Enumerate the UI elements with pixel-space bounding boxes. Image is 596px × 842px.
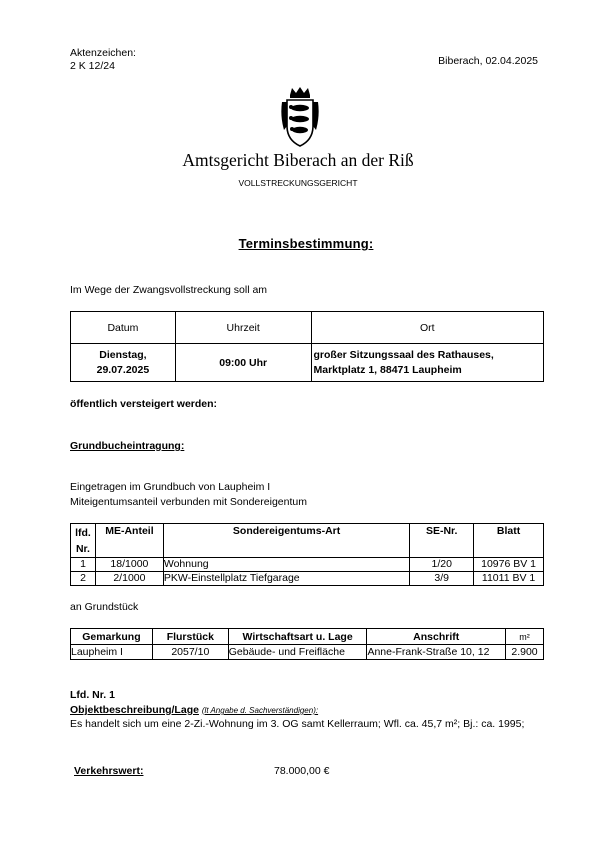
sondereigentum-blatt: 11011 BV 1	[474, 572, 544, 586]
table-row	[71, 645, 544, 660]
verkehrswert-label: Verkehrswert:	[74, 765, 144, 777]
grundstueck-table	[70, 628, 544, 660]
place-date: Biberach, 02.04.2025	[438, 55, 538, 67]
termin-datum	[71, 344, 176, 382]
sondereigentum-lfd: 1	[71, 558, 96, 572]
sondereigentum-se: 3/9	[410, 572, 474, 586]
termin-table	[70, 311, 544, 382]
sondereigentum-art: Wohnung	[163, 558, 409, 572]
objekt-description: Es handelt sich um eine 2-Zi.-Wohnung im 3. OG samt Kellerraum; Wfl. ca. 45,7 m²; Bj.: ca. 1995;	[70, 718, 525, 730]
grundstueck-wirtschaftsart: Gebäude- und Freifläche	[228, 645, 367, 660]
termin-uhrzeit: 09:00 Uhr	[175, 344, 311, 382]
termin-header-datum: Datum	[71, 312, 176, 344]
grundbuch-text-2: Miteigentumsanteil verbunden mit Sondereigentum	[70, 496, 307, 508]
intro-text: Im Wege der Zwangsvollstreckung soll am	[70, 284, 268, 296]
termin-row	[71, 344, 544, 382]
grundstueck-header-wirtschaftsart: Wirtschaftsart u. Lage	[228, 629, 367, 645]
court-name: Amtsgericht Biberach an der Riß	[182, 150, 414, 170]
termin-ort-line2: Marktplatz 1, 88471 Laupheim	[313, 363, 462, 376]
grundstueck-gemarkung: Laupheim I	[71, 645, 153, 660]
sondereigentum-blatt: 10976 BV 1	[474, 558, 544, 572]
objekt-heading-text: Objektbeschreibung/Lage	[70, 704, 199, 716]
grundstueck-header-gemarkung: Gemarkung	[71, 629, 153, 645]
termin-ort-line1: großer Sitzungssaal des Rathauses,	[313, 348, 494, 361]
court-department: VOLLSTRECKUNGSGERICHT	[238, 178, 358, 188]
sondereigentum-lfd: 2	[71, 572, 96, 586]
sondereigentum-anteil: 2/1000	[95, 572, 163, 586]
objekt-heading	[70, 704, 318, 717]
sondereigentum-table	[70, 523, 544, 586]
grundstueck-m2: 2.900	[506, 645, 544, 660]
an-grundstueck-text: an Grundstück	[70, 601, 139, 613]
table-row	[71, 572, 544, 586]
sondereigentum-anteil: 18/1000	[95, 558, 163, 572]
sondereigentum-header-se: SE-Nr.	[410, 524, 474, 558]
sondereigentum-se: 1/20	[410, 558, 474, 572]
sondereigentum-header-art: Sondereigentums-Art	[163, 524, 409, 558]
aktenzeichen	[70, 47, 136, 73]
sondereigentum-header-blatt: Blatt	[474, 524, 544, 558]
termin-header-ort: Ort	[311, 312, 544, 344]
sondereigentum-art: PKW-Einstellplatz Tiefgarage	[163, 572, 409, 586]
termin-header-uhrzeit: Uhrzeit	[175, 312, 311, 344]
aktenzeichen-value: 2 K 12/24	[70, 60, 115, 72]
sondereigentum-header-row	[71, 524, 544, 558]
objekt-lfd: Lfd. Nr. 1	[70, 689, 115, 701]
termin-datum-weekday: Dienstag,	[99, 348, 147, 361]
grundstueck-flurstueck: 2057/10	[152, 645, 228, 660]
coat-of-arms-icon	[280, 86, 320, 148]
termin-header-row	[71, 312, 544, 344]
objekt-heading-note: (lt Angabe d. Sachverständigen):	[201, 706, 319, 715]
grundstueck-header-row	[71, 629, 544, 645]
termin-ort	[311, 344, 544, 382]
grundstueck-anschrift: Anne-Frank-Straße 10, 12	[367, 645, 506, 660]
aktenzeichen-label: Aktenzeichen:	[70, 47, 136, 59]
grundbuch-text-1: Eingetragen im Grundbuch von Laupheim I	[70, 481, 271, 493]
grundstueck-header-m2: m²	[506, 629, 544, 645]
sondereigentum-header-lfd-line2: Nr.	[75, 543, 90, 555]
table-row	[71, 558, 544, 572]
termin-datum-date: 29.07.2025	[96, 363, 150, 376]
sondereigentum-header-lfd	[71, 524, 96, 558]
versteigert-text: öffentlich versteigert werden:	[70, 398, 218, 410]
sondereigentum-header-lfd-line1: lfd.	[75, 527, 91, 539]
document-title: Terminsbestimmung:	[238, 236, 374, 251]
grundstueck-header-flurstueck: Flurstück	[152, 629, 228, 645]
sondereigentum-header-anteil: ME-Anteil	[95, 524, 163, 558]
verkehrswert-value: 78.000,00 €	[274, 765, 330, 777]
grundbuch-heading: Grundbucheintragung:	[70, 440, 185, 452]
grundstueck-header-anschrift: Anschrift	[367, 629, 506, 645]
